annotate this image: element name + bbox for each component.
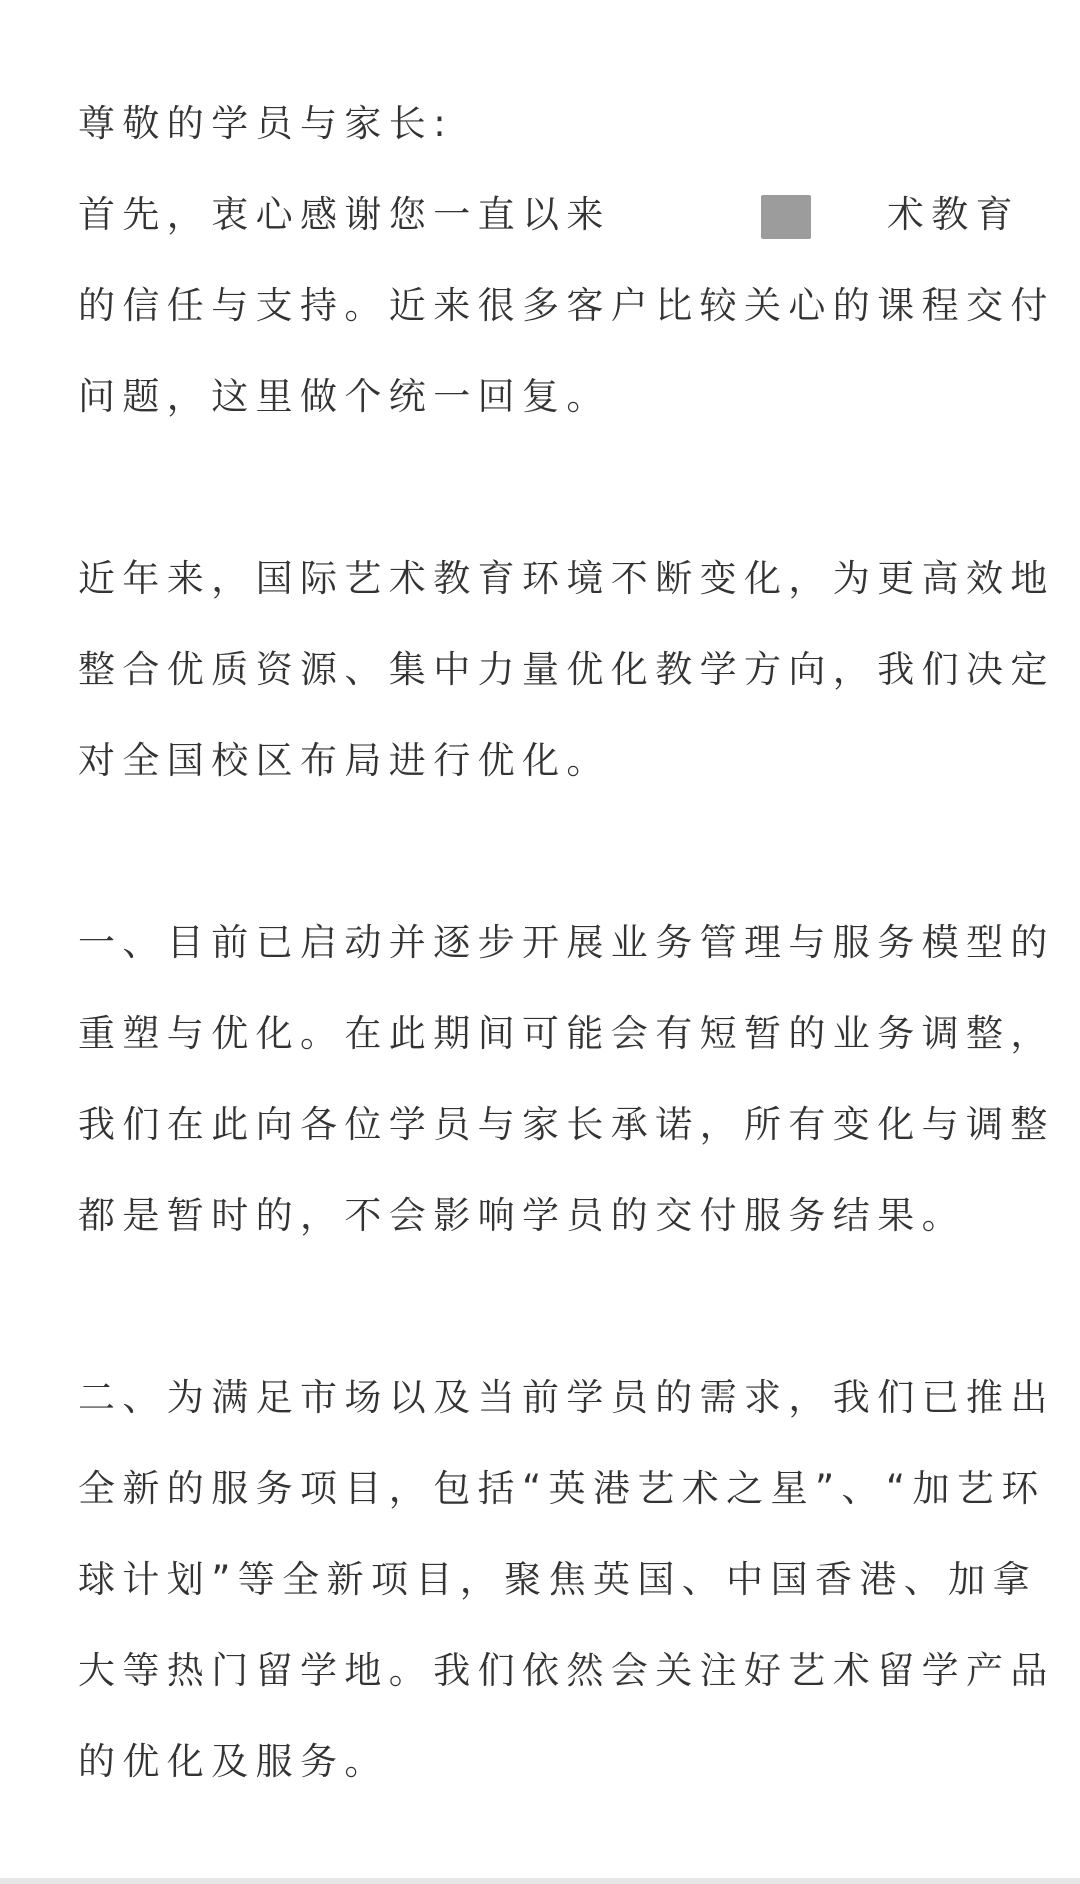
paragraph-spacer — [78, 806, 1002, 897]
letter-greeting: 尊敬的学员与家长: — [78, 102, 454, 145]
paragraph-spacer — [78, 442, 1002, 533]
para2-line-3: 我们在此向各位学员与家长承诺，所有变化与调整 — [78, 1103, 1055, 1146]
para2-line-1: 一、目前已启动并逐步开展业务管理与服务模型的 — [78, 921, 1055, 964]
para3-line-1: 二、为满足市场以及当前学员的需求，我们已推出 — [78, 1376, 1055, 1419]
redaction-block — [761, 195, 811, 239]
para2-line-2: 重塑与优化。在此期间可能会有短暂的业务调整， — [78, 1012, 1055, 1055]
para1-line-3: 对全国校区布局进行优化。 — [78, 739, 611, 782]
intro-text-end: 术教育 — [886, 193, 1021, 236]
intro-text-start: 首先，衷心感谢您一直以来 — [78, 193, 611, 236]
para3-line-4: 大等热门留学地。我们依然会关注好艺术留学产品 — [78, 1649, 1055, 1692]
para2-line-4: 都是暂时的，不会影响学员的交付服务结果。 — [78, 1194, 966, 1237]
redacted-institution-name — [611, 169, 887, 260]
intro-line-3: 问题，这里做个统一回复。 — [78, 375, 611, 418]
blurred-text-region — [611, 187, 887, 247]
bottom-divider — [0, 1878, 1080, 1884]
para1-line-2: 整合优质资源、集中力量优化教学方向，我们决定 — [78, 648, 1055, 691]
para1-line-1: 近年来，国际艺术教育环境不断变化，为更高效地 — [78, 557, 1055, 600]
paragraph-spacer — [78, 1261, 1002, 1352]
para3-line-5: 的优化及服务。 — [78, 1740, 389, 1783]
notice-letter — [78, 78, 1055, 1807]
para3-line-3: 球计划”等全新项目，聚焦英国、中国香港、加拿 — [78, 1558, 1037, 1601]
intro-line-2: 的信任与支持。近来很多客户比较关心的课程交付 — [78, 284, 1055, 327]
intro-line-1 — [78, 169, 1021, 260]
para3-line-2: 全新的服务项目，包括“英港艺术之星”、“加艺环 — [78, 1467, 1046, 1510]
